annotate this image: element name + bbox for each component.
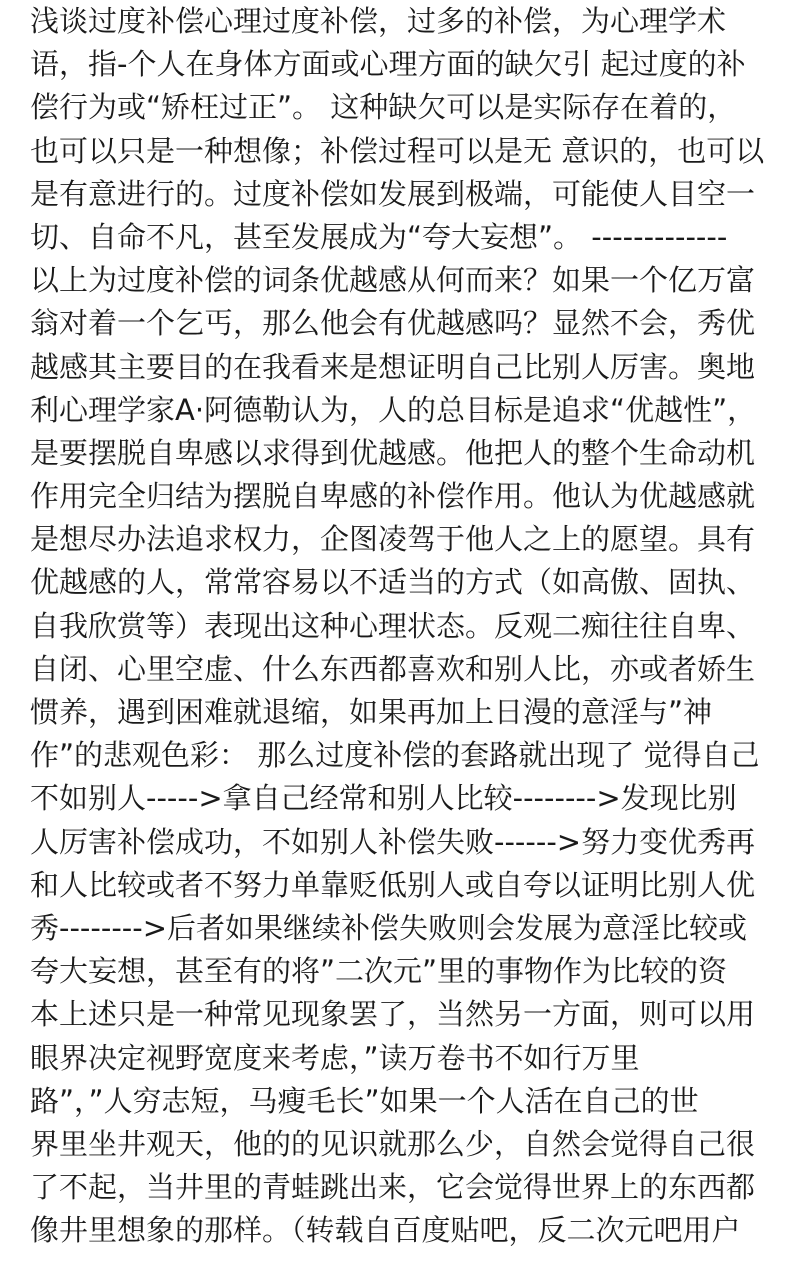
text-line: 是要摆脱自卑感以求得到优越感。他把人的整个生命动机 [30,435,756,470]
text-line: 界里坐井观天，他的的见识就那么少，自然会觉得自己很 [30,1126,756,1161]
text-line: 切、自命不凡，甚至发展成为“夸大妄想”。 ------------- [30,219,728,254]
text-line: 路”，”人穷志短，马瘦毛长”如果一个人活在自己的世 [30,1083,699,1118]
text-line: 惯养，遇到困难就退缩，如果再加上日漫的意淫与”神 [30,695,713,729]
text-line: 自闭、心里空虚、什么东西都喜欢和别人比，亦或者娇生 [30,651,756,686]
text-line: 了不起，当井里的青蛙跳出来，它会觉得世界上的东西都 [30,1170,756,1205]
text-line: 作用完全归结为摆脱自卑感的补偿作用。他认为优越感就 [30,479,756,514]
article-body [30,0,775,1252]
text-line: 人厉害补偿成功，不如别人补偿失败------>努力变优秀再 [30,824,756,859]
text-line: 秀-------->后者如果继续补偿失败则会发展为意淫比较或 [30,910,748,945]
text-line: 像井里想象的那样。（转载自百度贴吧，反二次元吧用户 [30,1213,741,1248]
text-line: 利心理学家A·阿德勒认为，人的总目标是追求“优越性”， [30,392,757,427]
text-line: 越感其主要目的在我看来是想证明自己比别人厉害。奥地 [30,349,756,384]
text-line: 眼界决定视野宽度来考虑，”读万卷书不如行万里 [30,1040,640,1075]
text-line: 偿行为或“矫枉过正”。 这种缺欠可以是实际存在着的， [30,90,737,125]
text-line: 优越感的人，常常容易以不适当的方式（如高傲、固执、 [30,565,756,600]
text-line: 以上为过度补偿的词条优越感从何而来？如果一个亿万富 [30,263,756,298]
text-line: 作”的悲观色彩： 那么过度补偿的套路就出现了 觉得自己 [30,738,760,773]
text-line: 夸大妄想，甚至有的将”二次元”里的事物作为比较的资 [30,954,728,989]
text-line: 是有意进行的。过度补偿如发展到极端，可能使人目空一 [30,176,756,211]
text-line: 语，指-个人在身体方面或心理方面的缺欠引 起过度的补 [30,47,746,82]
text-line: 是想尽办法追求权力，企图凌驾于他人之上的愿望。具有 [30,522,756,557]
text-line: 自我欣赏等）表现出这种心理状态。反观二痴往往自卑、 [30,608,756,643]
text-line: 本上述只是一种常见现象罢了，当然另一方面，则可以用 [30,997,756,1032]
text-line: 不如别人----->拿自己经常和别人比较-------->发现比别 [30,781,737,816]
text-line: 也可以只是一种想像；补偿过程可以是无 意识的，也可以 [30,133,765,168]
text-line: 和人比较或者不努力单靠贬低别人或自夸以证明比别人优 [30,867,756,902]
text-line: 浅谈过度补偿心理过度补偿，过多的补偿，为心理学术 [30,4,727,38]
text-line: 翁对着一个乞丐，那么他会有优越感吗？显然不会，秀优 [30,306,756,341]
